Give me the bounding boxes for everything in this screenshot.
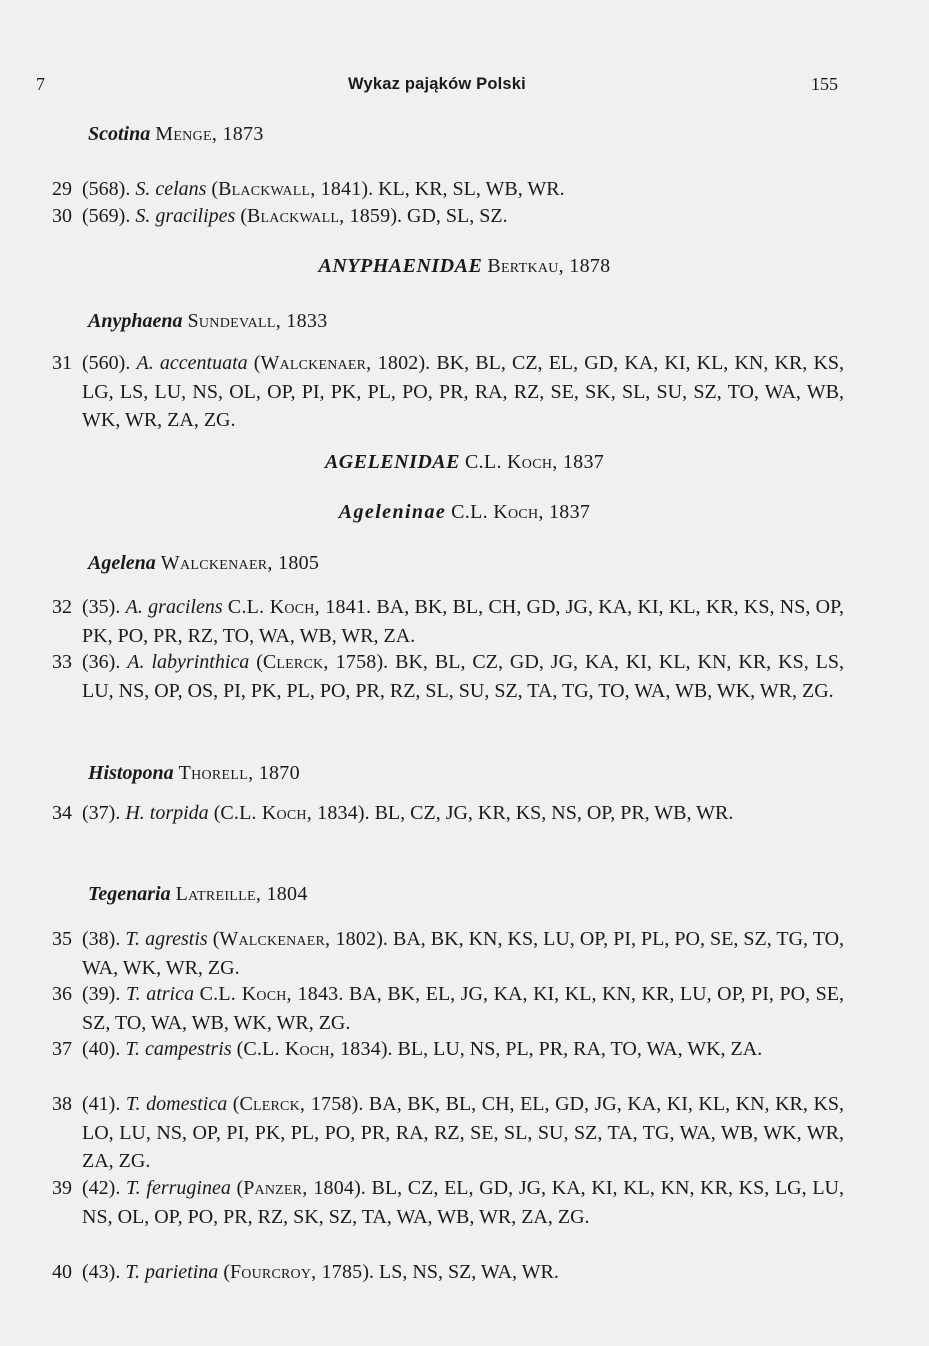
species-epithet: accentuata <box>159 352 248 374</box>
species-abbr: T. <box>125 1093 141 1115</box>
author-open: ( <box>206 178 219 200</box>
entry-ref: (40). <box>82 1038 121 1060</box>
region-codes: KL, KR, SL, WB, WR. <box>378 178 565 200</box>
species-epithet: labyrinthica <box>151 651 250 673</box>
genus-heading-agelena <box>88 552 319 575</box>
entry-number: 33 <box>52 651 72 673</box>
region-codes: BL, CZ, JG, KR, KS, NS, OP, PR, WB, WR. <box>374 802 734 824</box>
genus-name: Anyphaena <box>88 310 183 332</box>
entry-body <box>82 1258 844 1287</box>
family-author: Bertkau, 1878 <box>487 255 611 277</box>
author-close: ). <box>418 352 431 374</box>
entry-body <box>82 1174 844 1231</box>
species-author: Clerck, 1758 <box>262 651 377 673</box>
region-codes: LS, NS, SZ, WA, WR. <box>379 1261 559 1283</box>
author-close: ). <box>390 205 402 227</box>
species-author: Walckenaer, 1802 <box>260 352 419 374</box>
entry-ref: (36). <box>82 651 121 673</box>
entry-body <box>82 799 844 828</box>
region-codes: BA, BK, EL, JG, KA, KI, KL, KN, KR, LU, OP, PI, PO, SE, SZ, TO, WA, WB, WK, WR, ZG. <box>82 983 845 1034</box>
entry-ref: (42). <box>82 1177 121 1199</box>
region-codes: BA, BK, BL, CH, GD, JG, KA, KI, KL, KR, KS, NS, OP, PK, PO, PR, RZ, TO, WA, WB, WR, ZA. <box>82 596 845 647</box>
entry-number: 38 <box>52 1093 72 1115</box>
species-epithet: celans <box>155 178 207 200</box>
author-open: ( <box>227 1093 240 1115</box>
entry-number: 29 <box>52 178 72 200</box>
species-abbr: T. <box>125 983 141 1005</box>
author-close: ). <box>380 1038 393 1060</box>
author-close: ). <box>376 651 389 673</box>
entry-ref: (569). <box>82 205 131 227</box>
entry-number: 31 <box>52 352 72 374</box>
entry-body <box>82 648 844 705</box>
author-open: ( <box>207 928 220 950</box>
species-entry-39 <box>52 1174 845 1262</box>
species-author: C.L. Koch, 1843 <box>199 983 339 1005</box>
family-name: ANYPHAENIDAE <box>318 255 483 277</box>
author-open: ( <box>230 1177 244 1199</box>
species-abbr: S. <box>135 205 151 227</box>
entry-ref: (43). <box>82 1261 121 1283</box>
entry-ref: (38). <box>82 928 121 950</box>
species-entry-29 <box>52 175 842 205</box>
family-name: AGELENIDAE <box>324 451 460 473</box>
species-author: C.L. Koch, 1841 <box>227 596 367 618</box>
author-close: ). <box>361 178 374 200</box>
region-codes: GD, SL, SZ. <box>407 205 508 227</box>
genus-author: Walckenaer, 1805 <box>160 552 320 574</box>
species-abbr: T. <box>125 928 141 950</box>
entry-body <box>82 925 844 982</box>
author-close: . <box>366 596 372 618</box>
entry-number: 32 <box>52 596 72 618</box>
species-entry-31 <box>52 349 845 437</box>
author-close: ). <box>357 802 370 824</box>
page-number: 155 <box>811 74 838 94</box>
entry-body <box>82 349 844 435</box>
genus-name: Tegenaria <box>88 883 171 905</box>
species-entry-37 <box>52 1035 842 1093</box>
entry-ref: (39). <box>82 983 121 1005</box>
genus-author: Latreille, 1804 <box>175 883 308 905</box>
author-open: ( <box>208 802 221 824</box>
author-close: ). <box>362 1261 375 1283</box>
entry-body <box>82 1035 844 1064</box>
genus-author: Sundevall, 1833 <box>187 310 328 332</box>
species-epithet: agrestis <box>145 928 208 950</box>
entry-body <box>82 175 844 204</box>
species-abbr: S. <box>135 178 151 200</box>
running-title: Wykaz pająków Polski <box>348 75 526 93</box>
genus-name: Histopona <box>88 762 174 784</box>
region-codes: BK, BL, CZ, EL, GD, KA, KI, KL, KN, KR, KS, LG, LS, LU, NS, OL, OP, PI, PK, PL, PO, PR, RA, RZ, SE, SK, SL, SU, SZ, TO, WA, WB, WK, WR, ZA, ZG. <box>82 352 845 431</box>
author-open: ( <box>249 651 263 673</box>
genus-heading-histopona <box>88 762 300 785</box>
family-author: C.L. Koch, 1837 <box>464 451 605 473</box>
species-abbr: A. <box>136 352 154 374</box>
species-epithet: gracilipes <box>155 205 236 227</box>
species-abbr: A. <box>127 651 145 673</box>
species-epithet: gracilens <box>148 596 223 618</box>
chapter-number: 7 <box>36 74 45 94</box>
entry-body <box>82 980 844 1037</box>
genus-heading-tegenaria <box>88 883 308 906</box>
region-codes: BL, LU, NS, PL, PR, RA, TO, WA, WK, ZA. <box>397 1038 763 1060</box>
entry-ref: (41). <box>82 1093 121 1115</box>
species-abbr: T. <box>125 1261 140 1283</box>
species-entry-40 <box>52 1258 842 1288</box>
genus-name: Scotina <box>88 123 151 145</box>
author-close: ). <box>354 1177 366 1199</box>
species-entry-36 <box>52 980 845 1038</box>
entry-body <box>82 202 844 231</box>
subfamily-heading-ageleninae <box>0 501 929 524</box>
species-author: Clerck, 1758 <box>239 1093 352 1115</box>
region-codes: BA, BK, KN, KS, LU, OP, PI, PL, PO, SE, SZ, TG, TO, WA, WK, WR, ZG. <box>82 928 845 979</box>
species-author: Panzer, 1804 <box>243 1177 355 1199</box>
species-epithet: parietina <box>144 1261 219 1283</box>
species-entry-33 <box>52 648 845 736</box>
author-open: ( <box>235 205 247 227</box>
entry-number: 40 <box>52 1261 72 1283</box>
subfamily-name: Ageleninae <box>338 501 447 523</box>
genus-heading-scotina <box>88 123 264 146</box>
entry-number: 34 <box>52 802 72 824</box>
entry-number: 36 <box>52 983 72 1005</box>
region-codes: BA, BK, BL, CH, EL, GD, JG, KA, KI, KL, KN, KR, KS, LO, LU, NS, OP, PI, PK, PL, PO, PR, RA, RZ, SE, SL, SU, SZ, TA, TG, WA, WB, WK, WR, ZA, ZG. <box>82 1093 845 1172</box>
species-entry-34 <box>52 799 842 857</box>
species-epithet: atrica <box>146 983 194 1005</box>
species-entry-30 <box>52 202 842 232</box>
genus-heading-anyphaena <box>88 310 328 333</box>
species-abbr: A. <box>125 596 143 618</box>
genus-name: Agelena <box>88 552 156 574</box>
genus-author: Thorell, 1870 <box>178 762 300 784</box>
entry-body <box>82 1090 844 1176</box>
entry-ref: (560). <box>82 352 131 374</box>
species-epithet: campestris <box>144 1038 232 1060</box>
species-author: Walckenaer, 1802 <box>219 928 377 950</box>
species-abbr: H. <box>125 802 145 824</box>
author-open: ( <box>247 352 261 374</box>
author-close: ). <box>376 928 388 950</box>
author-close: . <box>338 983 344 1005</box>
species-entry-32 <box>52 593 845 651</box>
genus-author: Menge, 1873 <box>155 123 264 145</box>
author-open: ( <box>231 1038 244 1060</box>
species-entry-38 <box>52 1090 845 1178</box>
species-author: Fourcroy, 1785 <box>229 1261 363 1283</box>
species-epithet: ferruginea <box>146 1177 231 1199</box>
entry-number: 39 <box>52 1177 72 1199</box>
species-entry-35 <box>52 925 845 983</box>
subfamily-author: C.L. Koch, 1837 <box>451 501 591 523</box>
species-author: Blackwall, 1859 <box>247 205 391 227</box>
family-heading-anyphaenidae <box>0 255 929 278</box>
family-heading-agelenidae <box>0 451 929 474</box>
region-codes: BK, BL, CZ, GD, JG, KA, KI, KL, KN, KR, KS, LS, LU, NS, OP, OS, PI, PK, PL, PO, PR, RZ, SL, SU, SZ, TA, TG, TO, WA, WB, WK, WR, ZG. <box>82 651 845 702</box>
species-author: C.L. Koch, 1834 <box>220 802 358 824</box>
entry-ref: (35). <box>82 596 121 618</box>
species-abbr: T. <box>125 1038 140 1060</box>
page-header <box>36 74 838 104</box>
species-epithet: domestica <box>146 1093 228 1115</box>
author-close: ). <box>351 1093 364 1115</box>
entry-ref: (37). <box>82 802 121 824</box>
entry-body <box>82 593 844 650</box>
species-abbr: T. <box>126 1177 141 1199</box>
entry-ref: (568). <box>82 178 131 200</box>
entry-number: 37 <box>52 1038 72 1060</box>
species-author: Blackwall, 1841 <box>218 178 362 200</box>
region-codes: BL, CZ, EL, GD, JG, KA, KI, KL, KN, KR, KS, LG, LU, NS, OL, OP, PO, PR, RZ, SK, SZ, TA, WA, WB, WR, ZA, ZG. <box>82 1177 845 1228</box>
species-epithet: torpida <box>149 802 209 824</box>
entry-number: 35 <box>52 928 72 950</box>
author-open: ( <box>218 1261 230 1283</box>
entry-number: 30 <box>52 205 72 227</box>
species-author: C.L. Koch, 1834 <box>243 1038 381 1060</box>
